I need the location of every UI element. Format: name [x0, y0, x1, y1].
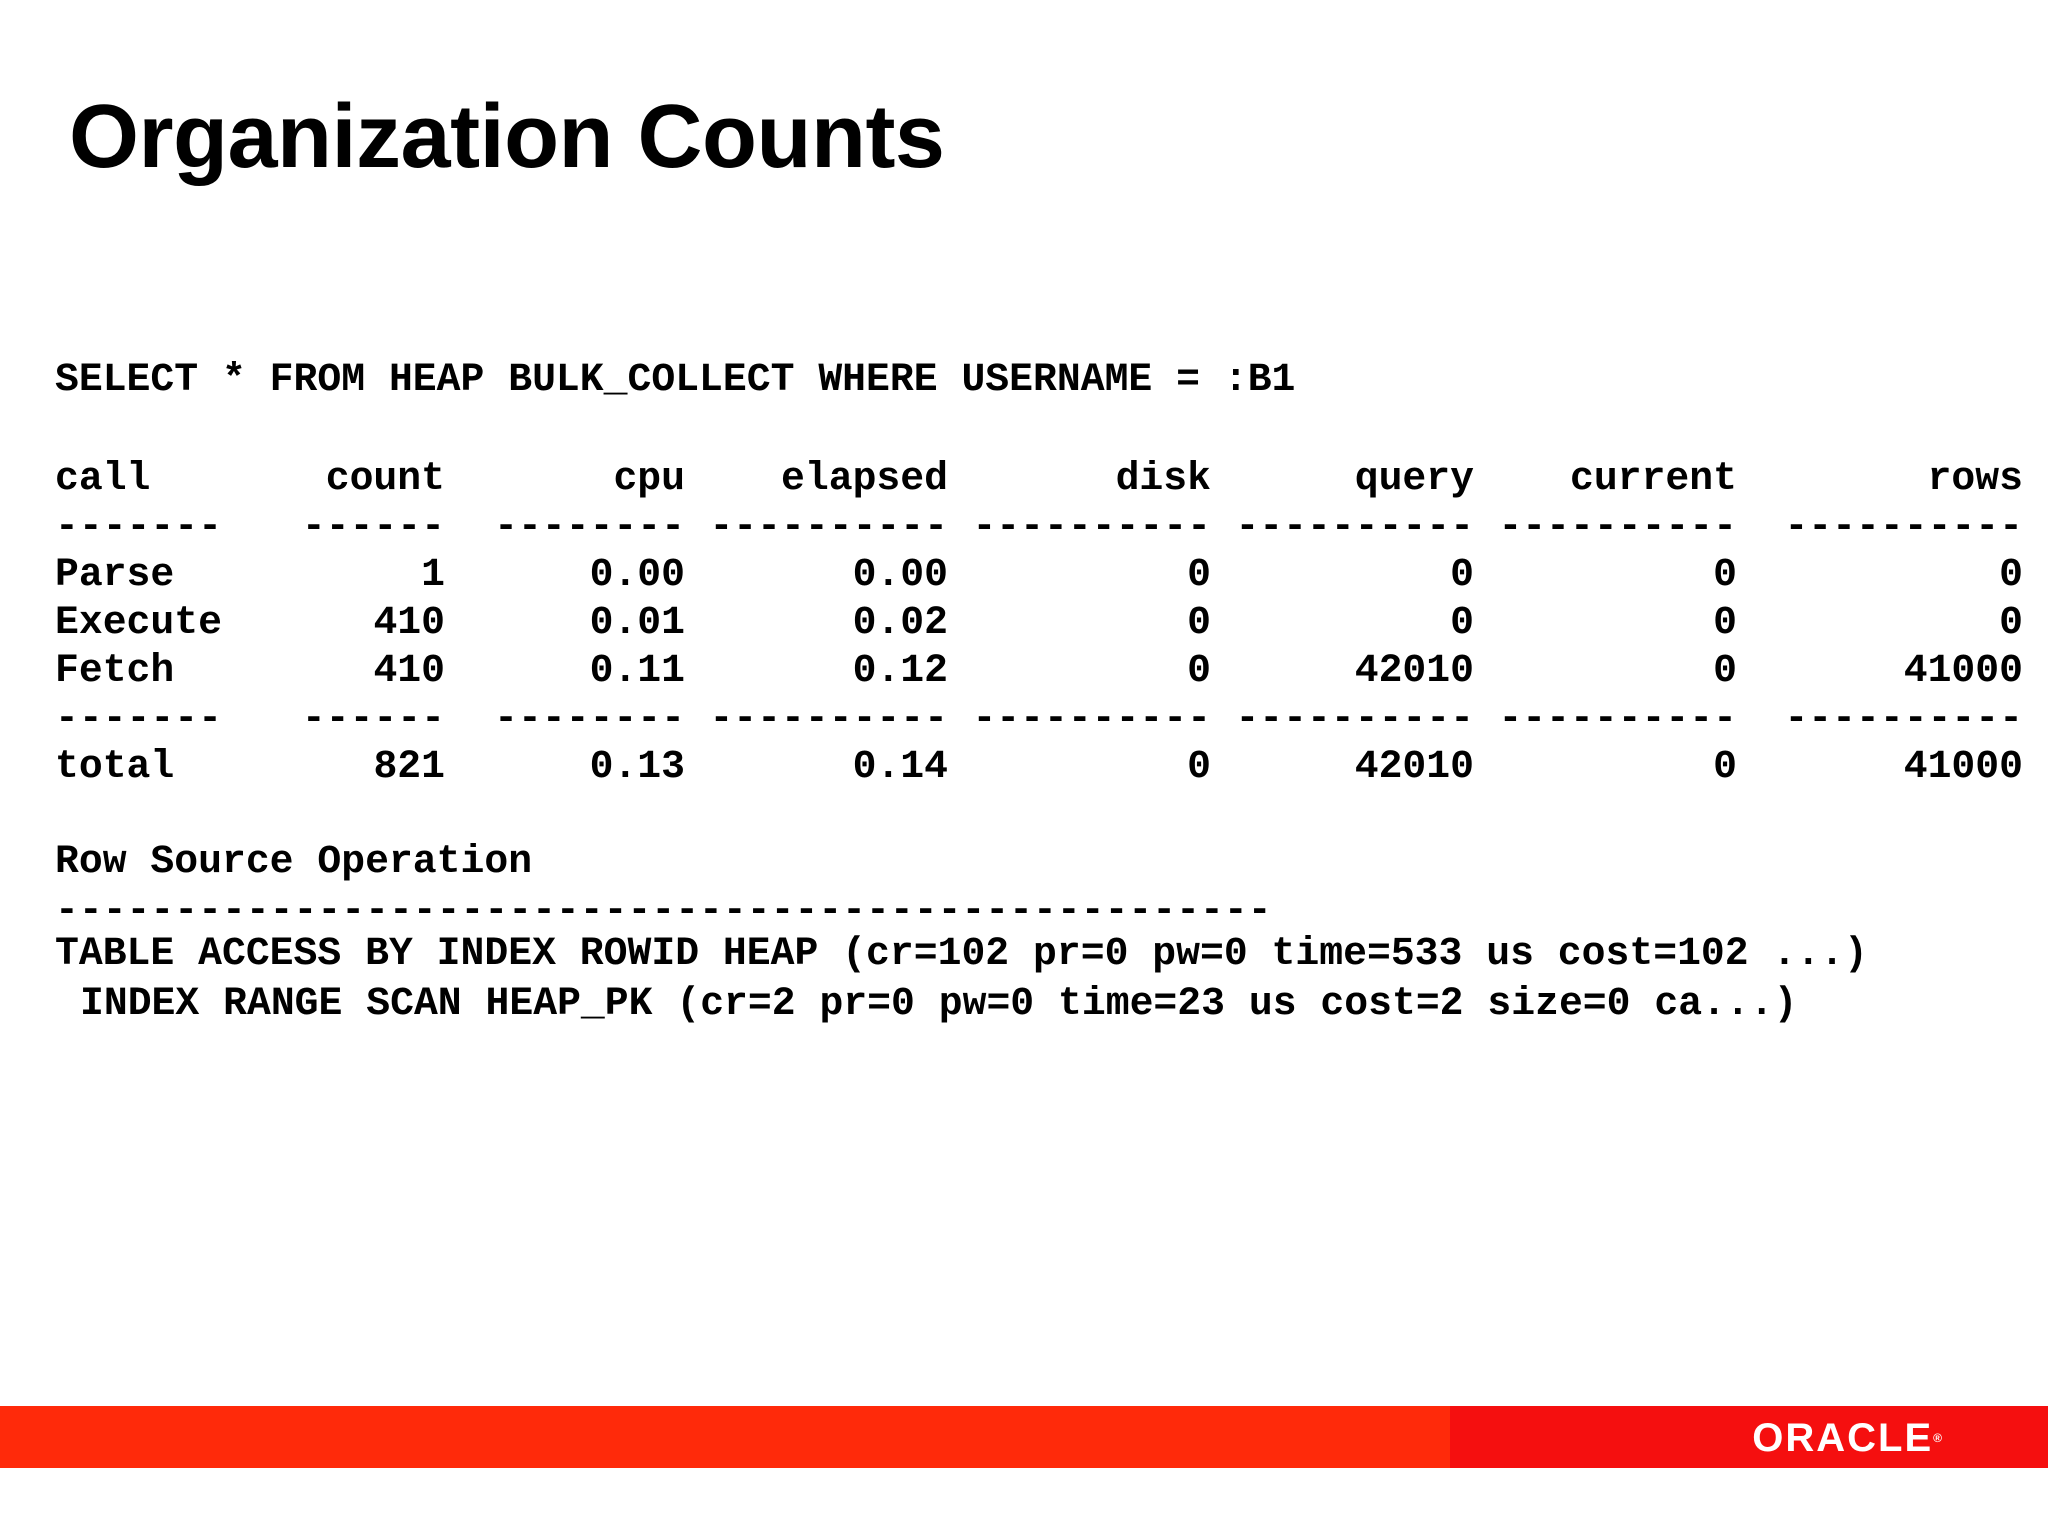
separator-cell: ----------	[1498, 696, 1737, 741]
table-cell: Parse	[55, 552, 175, 597]
table-cell: 0	[1713, 552, 1737, 597]
table-row-execute	[55, 599, 2023, 647]
separator-cell: --------	[494, 696, 685, 741]
separator-cell: ----------	[1235, 696, 1474, 741]
tkprof-table	[55, 455, 2023, 791]
table-cell: 0.11	[589, 648, 685, 693]
separator-cell: ----------	[972, 696, 1211, 741]
col-header-rows: rows	[1927, 456, 2023, 501]
table-cell: total	[55, 744, 175, 789]
oracle-logo	[1752, 1418, 1942, 1458]
table-cell: 0	[1713, 744, 1737, 789]
table-cell: 0.00	[589, 552, 685, 597]
table-cell: 0.12	[852, 648, 948, 693]
table-cell: 821	[373, 744, 445, 789]
table-row-parse	[55, 551, 2023, 599]
separator-cell: ----------	[1784, 696, 2023, 741]
table-cell: 42010	[1354, 648, 1474, 693]
col-header-query: query	[1354, 456, 1474, 501]
footer-bar	[0, 1406, 2048, 1468]
separator-cell: ----------	[1784, 504, 2023, 549]
table-cell: 410	[373, 648, 445, 693]
registered-mark: ®	[1933, 1431, 1942, 1445]
slide-title: Organization Counts	[69, 87, 945, 187]
row-source-line: TABLE ACCESS BY INDEX ROWID HEAP (cr=102 pr=0 pw=0 time=533 us cost=102 ...)	[55, 931, 1868, 976]
table-cell: 0.01	[589, 600, 685, 645]
row-source-separator: ---------------------------------------------------	[55, 888, 1272, 933]
col-header-current: current	[1570, 456, 1737, 501]
table-cell: 0.14	[852, 744, 948, 789]
table-cell: 0	[1450, 600, 1474, 645]
table-row-fetch	[55, 647, 2023, 695]
table-cell: 0	[1187, 648, 1211, 693]
table-cell: 0	[1999, 600, 2023, 645]
table-cell: 0	[1450, 552, 1474, 597]
table-cell: 1	[421, 552, 445, 597]
separator-cell: ----------	[709, 504, 948, 549]
col-header-disk: disk	[1115, 456, 1211, 501]
col-header-elapsed: elapsed	[781, 456, 948, 501]
table-cell: 42010	[1354, 744, 1474, 789]
col-header-cpu: cpu	[613, 456, 685, 501]
table-cell: 0	[1187, 600, 1211, 645]
table-cell: 0.13	[589, 744, 685, 789]
table-cell: 41000	[1903, 744, 2023, 789]
table-cell: 0	[1187, 552, 1211, 597]
table-cell: 0	[1713, 600, 1737, 645]
separator-cell: ----------	[1235, 504, 1474, 549]
oracle-logo-text: ORACLE	[1752, 1416, 1934, 1460]
table-cell: 410	[373, 600, 445, 645]
table-cell: 0.00	[852, 552, 948, 597]
table-cell: Fetch	[55, 648, 175, 693]
table-cell: 41000	[1903, 648, 2023, 693]
table-cell: 0	[1713, 648, 1737, 693]
table-row-total	[55, 743, 2023, 791]
separator-cell: ----------	[972, 504, 1211, 549]
separator-cell: -------	[55, 696, 222, 741]
footer-logo-block	[1450, 1406, 2048, 1468]
row-source-heading: Row Source Operation	[55, 839, 533, 884]
table-cell: 0	[1187, 744, 1211, 789]
table-cell: 0	[1999, 552, 2023, 597]
table-cell: 0.02	[852, 600, 948, 645]
sql-query: SELECT * FROM HEAP BULK_COLLECT WHERE USERNAME = :B1	[55, 357, 1296, 402]
table-separator-row	[55, 503, 2023, 551]
col-header-call: call	[55, 456, 151, 501]
table-header-row	[55, 455, 2023, 503]
table-separator-row	[55, 695, 2023, 743]
separator-cell: ------	[301, 504, 445, 549]
separator-cell: -------	[55, 504, 222, 549]
separator-cell: ------	[301, 696, 445, 741]
separator-cell: --------	[494, 504, 685, 549]
separator-cell: ----------	[709, 696, 948, 741]
col-header-count: count	[325, 456, 445, 501]
table-cell: Execute	[55, 600, 222, 645]
row-source-line: INDEX RANGE SCAN HEAP_PK (cr=2 pr=0 pw=0 time=23 us cost=2 size=0 ca...)	[80, 981, 1798, 1026]
separator-cell: ----------	[1498, 504, 1737, 549]
